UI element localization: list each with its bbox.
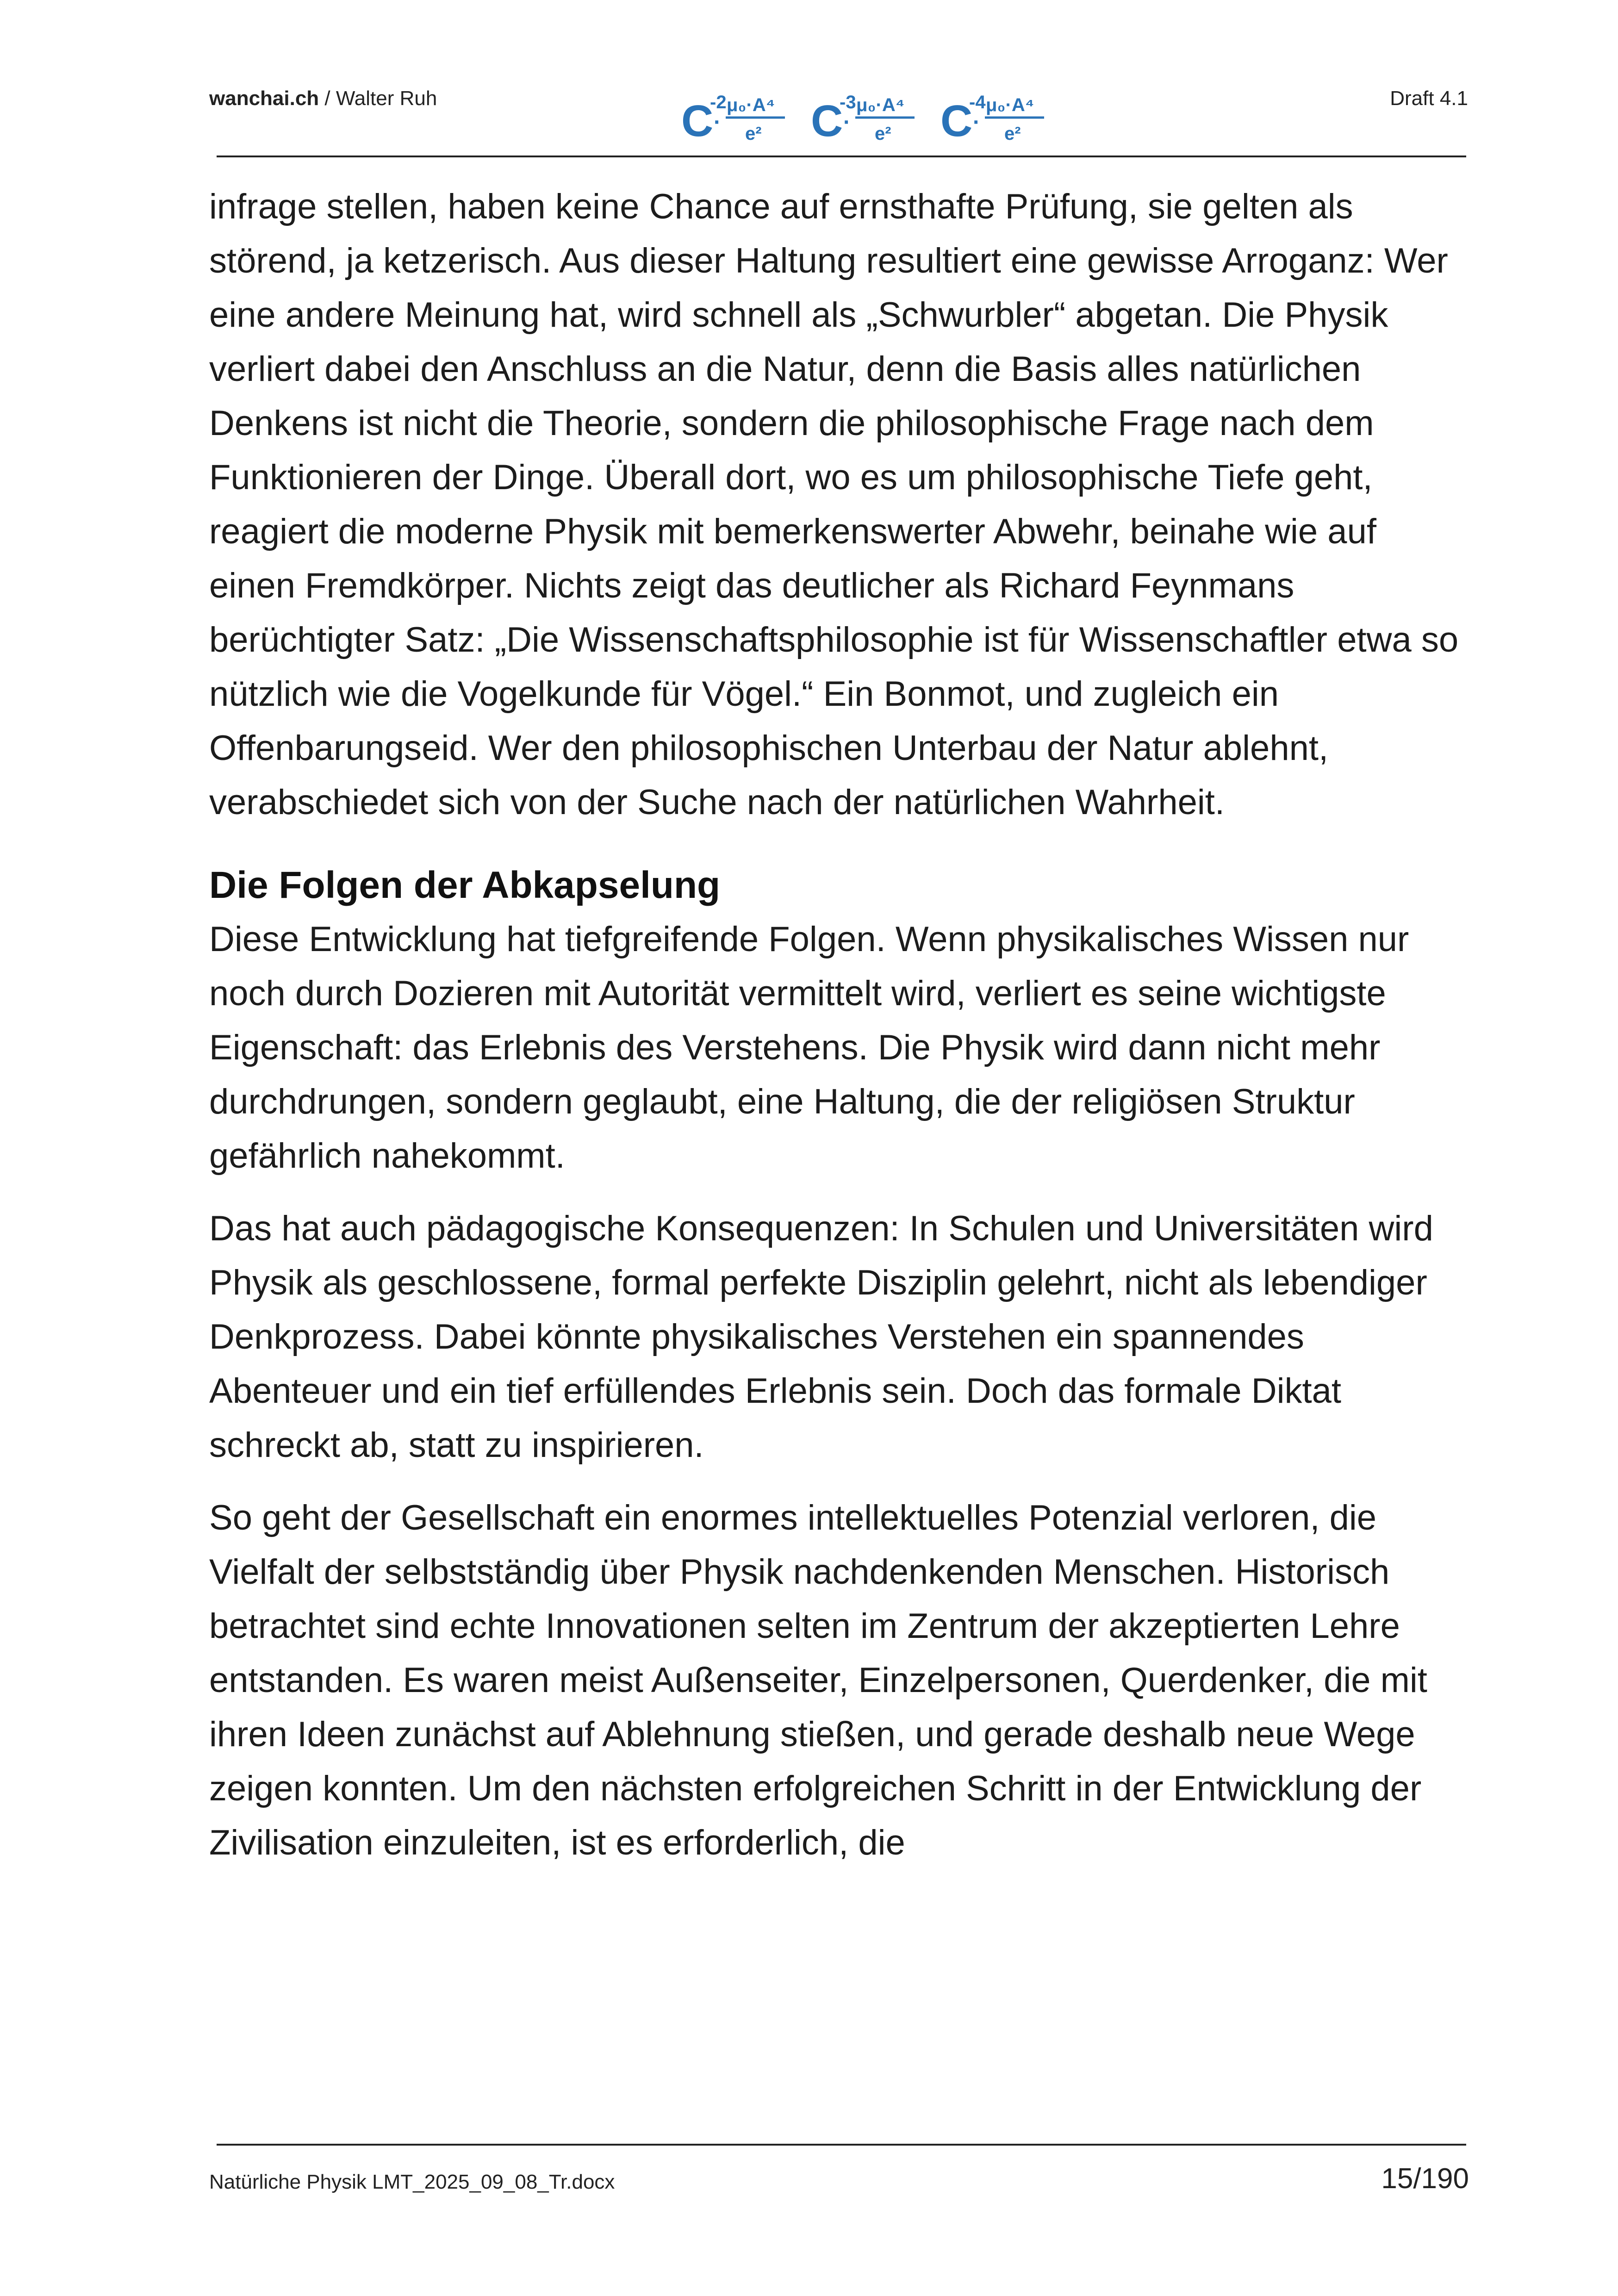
header-separator: /	[319, 87, 336, 110]
formula-dot: ·	[714, 110, 721, 135]
paragraph-1: infrage stellen, haben keine Chance auf ernsthafte Prüfung, sie gelten als störend, ja ketzerisch. Aus dieser Haltung resultiert eine gewisse Arroganz: Wer eine andere Meinung hat, wird schnell als „Schwurbler“ abgetan. Die Physik verliert dabei den Anschluss an die Natur, denn die Basis alles natürlichen Denkens ist nicht die Theorie, sondern die philosophische Frage nach dem Funktionieren der Dinge. Überall dort, wo es um philosophische Tiefe geht, reagiert die moderne Physik mit bemerkenswerter Abwehr, beinahe wie auf einen Fremdkörper. Nichts zeigt das deutlicher als Richard Feynmans berüchtigter Satz: „Die Wissenschaftsphilosophie ist für Wissenschaftler etwa so nützlich wie die Vogelkunde für Vögel.“ Ein Bonmot, und zugleich ein Offenbarungseid. Wer den philosophischen Unterbau der Natur ablehnt, verabschiedet sich von der Suche nach der natürlichen Wahrheit.	[209, 187, 1459, 822]
formula-logo	[672, 81, 1070, 151]
formula-dot: ·	[973, 110, 980, 135]
header-rule	[217, 156, 1466, 157]
formula-exponent: -2	[710, 92, 727, 112]
footer-rule	[217, 2144, 1466, 2146]
page-header	[209, 81, 1468, 156]
draft-version: Draft 4.1	[1390, 87, 1468, 110]
formula-term	[940, 92, 1044, 146]
formula-numerator: μ₀·A⁴	[727, 95, 775, 115]
paragraph-3: Das hat auch pädagogische Konsequenzen: In Schulen und Universitäten wird Physik als geschlossene, formal perfekte Disziplin gelehrt, nicht als lebendiger Denkprozess. Dabei könnte physikalisches Verstehen ein spannendes Abenteuer und ein tief erfüllendes Erlebnis sein. Doch das formale Diktat schreckt ab, statt zu inspirieren.	[209, 1209, 1433, 1465]
formula-base: C	[940, 96, 973, 146]
document-body	[209, 180, 1468, 1888]
site-name: wanchai.ch	[209, 87, 319, 110]
header-author-line	[209, 87, 437, 110]
author-name: Walter Ruh	[336, 87, 437, 110]
formula-base: C	[811, 96, 843, 146]
formula-denominator: e²	[875, 124, 891, 144]
formula-numerator: μ₀·A⁴	[986, 95, 1034, 115]
formula-dot: ·	[843, 110, 851, 135]
formula-term	[811, 92, 915, 146]
paragraph-2: Diese Entwicklung hat tiefgreifende Folgen. Wenn physikalisches Wissen nur noch durch Dozieren mit Autorität vermittelt wird, verliert es seine wichtigste Eigenschaft: das Erlebnis des Verstehens. Die Physik wird dann nicht mehr durchdrungen, sondern geglaubt, eine Haltung, die der religiösen Struktur gefährlich nahekommt.	[209, 920, 1409, 1176]
formula-term	[681, 92, 785, 146]
page-number: 15/190	[1381, 2163, 1469, 2195]
footer-filename: Natürliche Physik LMT_2025_09_08_Tr.docx	[209, 2171, 615, 2193]
formula-denominator: e²	[745, 124, 762, 144]
formula-exponent: -4	[969, 92, 986, 112]
formula-denominator: e²	[1004, 124, 1021, 144]
formula-base: C	[681, 96, 714, 146]
paragraph-4: So geht der Gesellschaft ein enormes intellektuelles Potenzial verloren, die Vielfalt der selbstständig über Physik nachdenkenden Menschen. Historisch betrachtet sind echte Innovationen selten im Zentrum der akzeptierten Lehre entstanden. Es waren meist Außenseiter, Einzelpersonen, Querdenker, die mit ihren Ideen zunächst auf Ablehnung stießen, und gerade deshalb neue Wege zeigen konnten. Um den nächsten erfolgreichen Schritt in der Entwicklung der Zivilisation einzuleiten, ist es erforderlich, die	[209, 1498, 1427, 1862]
section-heading: Die Folgen der Abkapselung	[209, 864, 721, 906]
formula-numerator: μ₀·A⁴	[856, 95, 905, 115]
formula-exponent: -3	[840, 92, 856, 112]
